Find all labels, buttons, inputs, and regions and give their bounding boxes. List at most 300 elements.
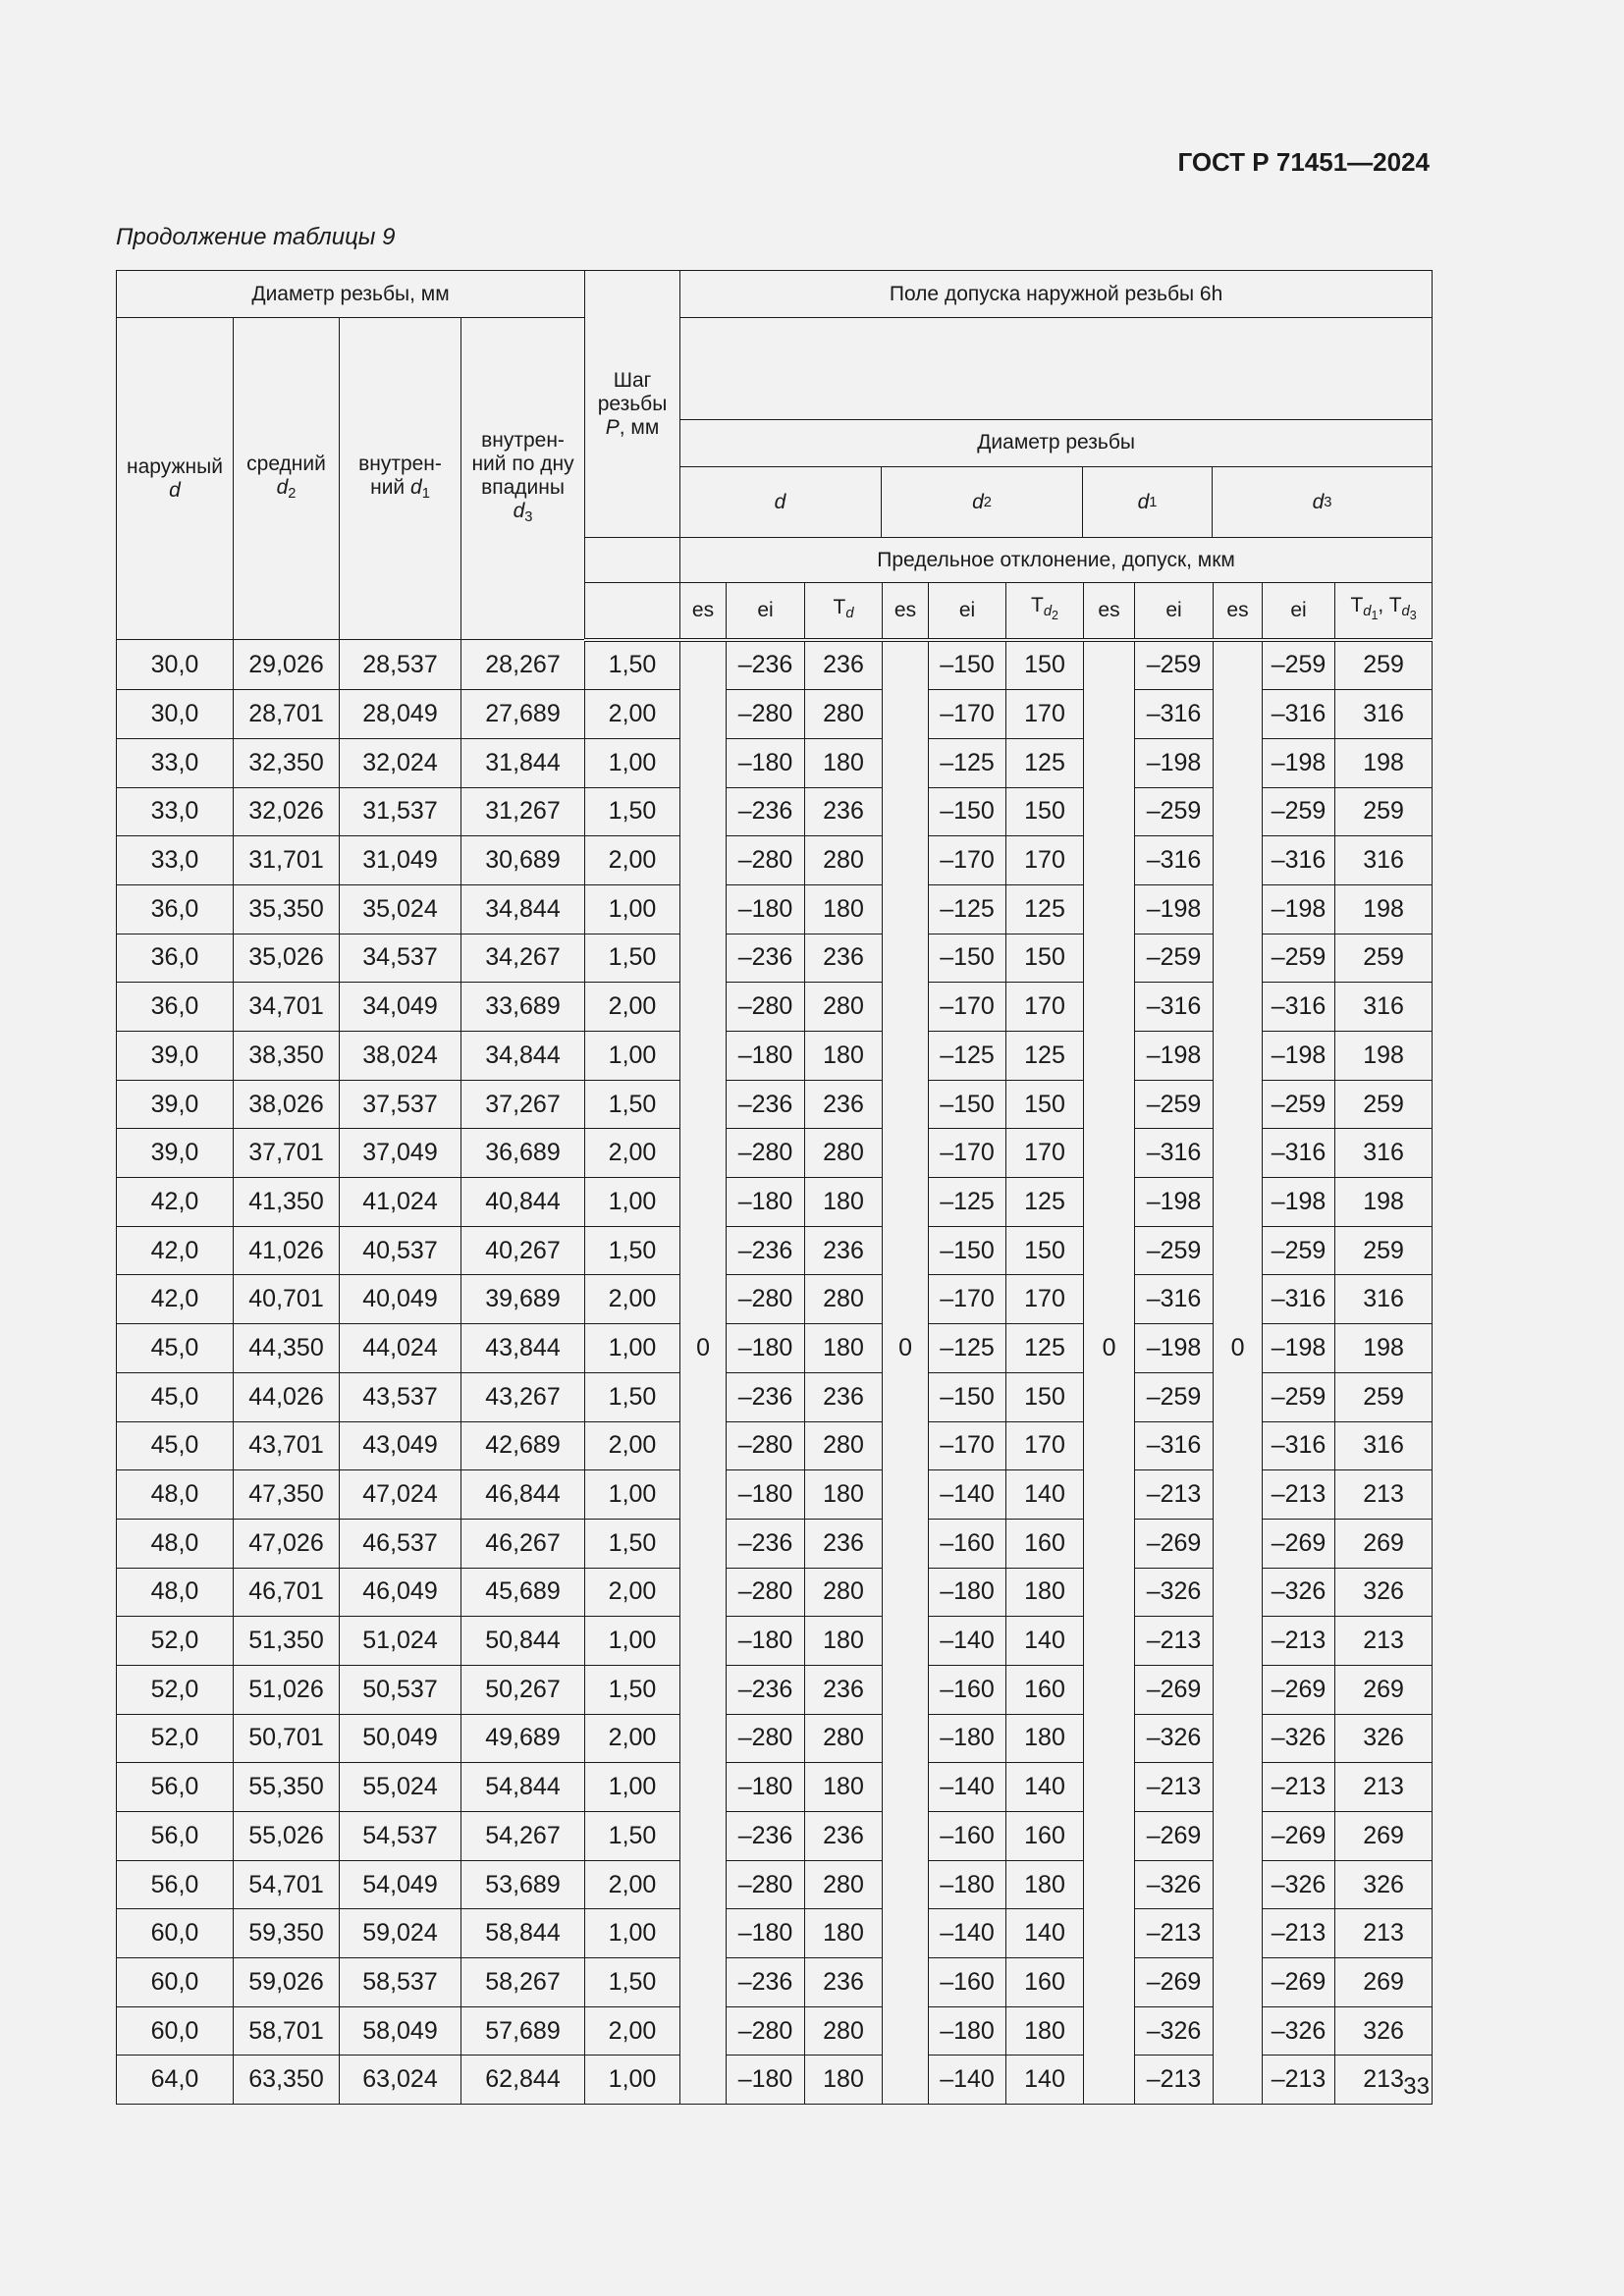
cell-d1: 46,537 (340, 1519, 461, 1568)
cell-d1: 38,024 (340, 1032, 461, 1081)
es-cell (1214, 1909, 1263, 1958)
es-cell (680, 1617, 727, 1666)
cell-d-t: 180 (805, 1178, 883, 1227)
es-cell (1214, 836, 1263, 885)
es-cell (680, 1860, 727, 1909)
cell-d3-ei: –198 (1263, 738, 1335, 787)
cell-d1-ei: –213 (1135, 1763, 1214, 1812)
es-cell (883, 1032, 929, 1081)
es-cell (883, 1714, 929, 1763)
cell-d1: 63,024 (340, 2056, 461, 2105)
cell-d2-t: 170 (1006, 836, 1084, 885)
table-row (117, 787, 1433, 836)
cell-d2: 29,026 (234, 640, 340, 690)
cell-d2: 44,026 (234, 1372, 340, 1421)
cell-d3-t: 259 (1335, 1372, 1433, 1421)
cell-d-t: 280 (805, 1860, 883, 1909)
cell-d-ei: –180 (727, 884, 805, 934)
cell-d: 42,0 (117, 1178, 234, 1227)
cell-d2-ei: –160 (929, 1958, 1006, 2007)
cell-d1-ei: –198 (1135, 1324, 1214, 1373)
es-cell (680, 1275, 727, 1324)
cell-p: 1,50 (585, 1519, 680, 1568)
cell-p: 2,00 (585, 983, 680, 1032)
cell-d1-ei: –316 (1135, 1129, 1214, 1178)
cell-d2-ei: –140 (929, 1617, 1006, 1666)
cell-d: 52,0 (117, 1714, 234, 1763)
cell-d-ei: –280 (727, 2006, 805, 2056)
cell-d3-t: 259 (1335, 640, 1433, 690)
cell-d3-t: 269 (1335, 1812, 1433, 1861)
cell-d2: 47,026 (234, 1519, 340, 1568)
cell-d3-t: 198 (1335, 1324, 1433, 1373)
cell-d-t: 280 (805, 1275, 883, 1324)
cell-d3: 31,844 (461, 738, 585, 787)
es-value: 0 (898, 1333, 912, 1362)
cell-d2-t: 180 (1006, 1714, 1084, 1763)
cell-d2-ei: –150 (929, 640, 1006, 690)
es-cell (883, 690, 929, 739)
col-ei: ei (1135, 583, 1214, 640)
cell-d-ei: –280 (727, 836, 805, 885)
cell-d-t: 180 (805, 1617, 883, 1666)
cell-p: 1,00 (585, 1324, 680, 1373)
es-cell (1214, 1665, 1263, 1714)
es-cell (1084, 2006, 1135, 2056)
es-cell (680, 1226, 727, 1275)
table-row (117, 884, 1433, 934)
cell-d3: 33,689 (461, 983, 585, 1032)
es-cell (1084, 1421, 1135, 1470)
table-row (117, 1275, 1433, 1324)
cell-d2: 41,350 (234, 1178, 340, 1227)
es-cell (883, 1568, 929, 1617)
es-cell (680, 1909, 727, 1958)
cell-d: 30,0 (117, 690, 234, 739)
cell-d1: 51,024 (340, 1617, 461, 1666)
cell-d2-t: 125 (1006, 738, 1084, 787)
table-row (117, 1617, 1433, 1666)
es-cell (1084, 1178, 1135, 1227)
cell-d2: 59,026 (234, 1958, 340, 2007)
cell-d1: 44,024 (340, 1324, 461, 1373)
cell-d: 39,0 (117, 1032, 234, 1081)
cell-d2: 47,350 (234, 1470, 340, 1520)
cell-d-ei: –180 (727, 1470, 805, 1520)
table-row (117, 2056, 1433, 2105)
cell-d2-t: 160 (1006, 1958, 1084, 2007)
cell-d1-ei: –269 (1135, 1958, 1214, 2007)
cell-d2-ei: –140 (929, 1470, 1006, 1520)
col-es: es (1084, 583, 1135, 640)
cell-d3-t: 269 (1335, 1519, 1433, 1568)
cell-d3: 40,267 (461, 1226, 585, 1275)
cell-d1-ei: –213 (1135, 1909, 1214, 1958)
es-cell (680, 1129, 727, 1178)
table-row (117, 1860, 1433, 1909)
cell-d-ei: –236 (727, 1812, 805, 1861)
cell-d2-ei: –170 (929, 1421, 1006, 1470)
cell-d-t: 236 (805, 1080, 883, 1129)
cell-d3-t: 326 (1335, 1714, 1433, 1763)
cell-d-ei: –280 (727, 1860, 805, 1909)
cell-d1: 58,537 (340, 1958, 461, 2007)
cell-d2: 38,350 (234, 1032, 340, 1081)
cell-d1-ei: –213 (1135, 2056, 1214, 2105)
cell-d3: 54,844 (461, 1763, 585, 1812)
cell-d-ei: –236 (727, 1519, 805, 1568)
cell-d: 42,0 (117, 1275, 234, 1324)
cell-d2-ei: –150 (929, 1372, 1006, 1421)
cell-d2: 51,026 (234, 1665, 340, 1714)
es-cell (1214, 1324, 1263, 1373)
es-cell (1084, 1860, 1135, 1909)
cell-d-ei: –180 (727, 738, 805, 787)
cell-p: 1,00 (585, 1470, 680, 1520)
cell-d-ei: –280 (727, 690, 805, 739)
cell-d1-ei: –316 (1135, 836, 1214, 885)
cell-d1: 35,024 (340, 884, 461, 934)
es-cell (1084, 1324, 1135, 1373)
es-cell (1084, 738, 1135, 787)
cell-d-ei: –236 (727, 1080, 805, 1129)
es-cell (1214, 934, 1263, 983)
cell-d1: 40,537 (340, 1226, 461, 1275)
es-cell (680, 787, 727, 836)
es-cell (680, 1958, 727, 2007)
cell-d1-ei: –213 (1135, 1470, 1214, 1520)
cell-d3-ei: –326 (1263, 1714, 1335, 1763)
table-row (117, 1372, 1433, 1421)
es-cell (1214, 1568, 1263, 1617)
cell-p: 1,00 (585, 1032, 680, 1081)
cell-p: 1,00 (585, 1617, 680, 1666)
cell-p: 1,00 (585, 1178, 680, 1227)
cell-d1-ei: –326 (1135, 1714, 1214, 1763)
es-cell (1214, 1763, 1263, 1812)
cell-d-ei: –236 (727, 1372, 805, 1421)
cell-p: 2,00 (585, 1714, 680, 1763)
cell-d1-ei: –326 (1135, 1568, 1214, 1617)
cell-d3: 36,689 (461, 1129, 585, 1178)
es-cell (883, 1275, 929, 1324)
cell-d3: 58,267 (461, 1958, 585, 2007)
cell-d2-t: 170 (1006, 983, 1084, 1032)
cell-d1: 31,537 (340, 787, 461, 836)
group-d3: d 3 (1312, 490, 1332, 513)
cell-d1-ei: –259 (1135, 640, 1214, 690)
cell-d2: 32,350 (234, 738, 340, 787)
cell-d-t: 180 (805, 1909, 883, 1958)
cell-d2-t: 150 (1006, 640, 1084, 690)
es-cell (1214, 1226, 1263, 1275)
cell-d-ei: –180 (727, 1032, 805, 1081)
cell-d3-ei: –259 (1263, 787, 1335, 836)
es-cell (1214, 983, 1263, 1032)
cell-d-t: 236 (805, 1519, 883, 1568)
cell-d3: 42,689 (461, 1421, 585, 1470)
cell-d1: 28,537 (340, 640, 461, 690)
cell-d3-ei: –269 (1263, 1665, 1335, 1714)
cell-d3-ei: –198 (1263, 1324, 1335, 1373)
cell-d2-ei: –140 (929, 1909, 1006, 1958)
cell-d2-ei: –125 (929, 1324, 1006, 1373)
cell-d3-t: 316 (1335, 1275, 1433, 1324)
es-cell (680, 1080, 727, 1129)
es-cell (1084, 1909, 1135, 1958)
es-cell (883, 884, 929, 934)
cell-d3-t: 316 (1335, 690, 1433, 739)
cell-d: 36,0 (117, 884, 234, 934)
es-cell (883, 1080, 929, 1129)
es-cell (1214, 690, 1263, 739)
es-cell (680, 1178, 727, 1227)
cell-d: 39,0 (117, 1129, 234, 1178)
cell-d3-t: 213 (1335, 1763, 1433, 1812)
cell-p: 1,50 (585, 1080, 680, 1129)
cell-d-t: 180 (805, 1470, 883, 1520)
cell-d: 48,0 (117, 1568, 234, 1617)
cell-d-t: 236 (805, 1665, 883, 1714)
cell-d2-t: 180 (1006, 1568, 1084, 1617)
cell-d2-ei: –160 (929, 1812, 1006, 1861)
es-cell (883, 1617, 929, 1666)
cell-d1: 41,024 (340, 1178, 461, 1227)
es-cell (883, 1129, 929, 1178)
header-thread-diameter: Диаметр резьбы (679, 420, 1433, 467)
cell-p: 1,50 (585, 787, 680, 836)
cell-d2-ei: –150 (929, 787, 1006, 836)
cell-d-ei: –180 (727, 2056, 805, 2105)
cell-d2-ei: –125 (929, 884, 1006, 934)
es-cell (883, 1421, 929, 1470)
group-d: d (774, 490, 786, 513)
es-cell (883, 1178, 929, 1227)
es-cell (883, 2056, 929, 2105)
cell-d2-t: 170 (1006, 1275, 1084, 1324)
cell-d: 45,0 (117, 1372, 234, 1421)
cell-d2-t: 125 (1006, 884, 1084, 934)
es-cell (680, 1324, 727, 1373)
cell-d: 36,0 (117, 983, 234, 1032)
cell-d2-t: 125 (1006, 1178, 1084, 1227)
table-row (117, 2006, 1433, 2056)
group-d1: d 1 (1083, 467, 1213, 538)
header-pitch: Шаг резьбы P, мм (585, 271, 680, 538)
cell-d2-ei: –180 (929, 1714, 1006, 1763)
es-cell (1084, 1958, 1135, 2007)
cell-p: 2,00 (585, 1860, 680, 1909)
cell-d2: 50,701 (234, 1714, 340, 1763)
es-value: 0 (1230, 1333, 1245, 1362)
cell-p: 2,00 (585, 690, 680, 739)
cell-d-ei: –180 (727, 1909, 805, 1958)
cell-d-t: 280 (805, 2006, 883, 2056)
cell-d3: 40,844 (461, 1178, 585, 1227)
col-ei: ei (1263, 583, 1335, 640)
es-cell (680, 2006, 727, 2056)
es-cell (883, 934, 929, 983)
table-caption: Продолжение таблицы 9 (116, 224, 396, 250)
es-cell (680, 836, 727, 885)
es-cell (883, 1860, 929, 1909)
cell-d3: 27,689 (461, 690, 585, 739)
cell-d3-t: 198 (1335, 1178, 1433, 1227)
es-cell (883, 787, 929, 836)
cell-d2-ei: –170 (929, 1129, 1006, 1178)
cell-d1: 28,049 (340, 690, 461, 739)
cell-d1-ei: –269 (1135, 1665, 1214, 1714)
document-code: ГОСТ Р 71451—2024 (1177, 147, 1430, 177)
es-cell (1214, 2056, 1263, 2105)
cell-d: 45,0 (117, 1421, 234, 1470)
cell-d2: 55,350 (234, 1763, 340, 1812)
cell-d3-ei: –213 (1263, 2056, 1335, 2105)
cell-d2-ei: –160 (929, 1665, 1006, 1714)
es-cell (680, 1032, 727, 1081)
es-cell (680, 1519, 727, 1568)
cell-d3-ei: –316 (1263, 1421, 1335, 1470)
cell-d3-t: 259 (1335, 934, 1433, 983)
es-cell (1084, 1226, 1135, 1275)
header-inner-diameter: внутрен- ний $d_1$ (340, 318, 461, 640)
thread-tolerance-table (116, 270, 1433, 2105)
es-cell (1214, 1519, 1263, 1568)
table-row (117, 1178, 1433, 1227)
cell-d3-ei: –316 (1263, 690, 1335, 739)
cell-d-t: 180 (805, 1763, 883, 1812)
cell-d2: 40,701 (234, 1275, 340, 1324)
es-cell (680, 884, 727, 934)
cell-d1: 50,537 (340, 1665, 461, 1714)
es-cell (883, 1812, 929, 1861)
table-row (117, 983, 1433, 1032)
cell-d: 33,0 (117, 738, 234, 787)
cell-d3-t: 316 (1335, 1129, 1433, 1178)
cell-d3-t: 316 (1335, 983, 1433, 1032)
cell-d2-ei: –170 (929, 983, 1006, 1032)
cell-d3: 34,267 (461, 934, 585, 983)
cell-p: 2,00 (585, 1421, 680, 1470)
cell-d3-t: 213 (1335, 2056, 1433, 2105)
cell-d: 36,0 (117, 934, 234, 983)
es-cell (680, 1763, 727, 1812)
cell-d3-ei: –198 (1263, 884, 1335, 934)
cell-d2: 32,026 (234, 787, 340, 836)
es-cell (1214, 1372, 1263, 1421)
cell-d2-ei: –125 (929, 1032, 1006, 1081)
es-cell (1214, 1421, 1263, 1470)
cell-d3-ei: –213 (1263, 1617, 1335, 1666)
cell-d2-t: 170 (1006, 690, 1084, 739)
cell-d3-t: 269 (1335, 1665, 1433, 1714)
cell-d-t: 280 (805, 1129, 883, 1178)
cell-d3-ei: –259 (1263, 1226, 1335, 1275)
es-cell (883, 1470, 929, 1520)
cell-d: 42,0 (117, 1226, 234, 1275)
cell-d2-t: 150 (1006, 934, 1084, 983)
cell-p: 1,50 (585, 1665, 680, 1714)
cell-d-t: 280 (805, 1421, 883, 1470)
cell-d2-t: 140 (1006, 1470, 1084, 1520)
cell-d-t: 180 (805, 738, 883, 787)
cell-d-t: 280 (805, 1568, 883, 1617)
cell-d2-ei: –180 (929, 1860, 1006, 1909)
cell-d3-t: 213 (1335, 1909, 1433, 1958)
cell-d-t: 280 (805, 836, 883, 885)
cell-d1: 40,049 (340, 1275, 461, 1324)
header-tolerance-field: Поле допуска наружной резьбы 6h (680, 271, 1433, 318)
cell-d-t: 180 (805, 1324, 883, 1373)
es-cell (680, 2056, 727, 2105)
cell-d2-t: 140 (1006, 1763, 1084, 1812)
cell-d2: 51,350 (234, 1617, 340, 1666)
cell-d-t: 236 (805, 787, 883, 836)
cell-d3: 45,689 (461, 1568, 585, 1617)
page-number: 33 (1403, 2073, 1430, 2100)
cell-d1: 43,049 (340, 1421, 461, 1470)
cell-d3-ei: –213 (1263, 1763, 1335, 1812)
es-cell (883, 1958, 929, 2007)
cell-d: 60,0 (117, 2006, 234, 2056)
es-cell (1214, 1129, 1263, 1178)
cell-d2-ei: –180 (929, 2006, 1006, 2056)
es-cell (680, 640, 727, 690)
es-cell (883, 1665, 929, 1714)
es-cell (1214, 1714, 1263, 1763)
cell-p: 2,00 (585, 1568, 680, 1617)
table-row (117, 1470, 1433, 1520)
es-cell (680, 1812, 727, 1861)
cell-d3-t: 259 (1335, 1080, 1433, 1129)
cell-d1: 58,049 (340, 2006, 461, 2056)
cell-d1: 34,537 (340, 934, 461, 983)
cell-d3-ei: –259 (1263, 934, 1335, 983)
table-row (117, 1568, 1433, 1617)
cell-d1-ei: –198 (1135, 1178, 1214, 1227)
cell-d: 45,0 (117, 1324, 234, 1373)
es-cell (680, 1470, 727, 1520)
cell-d1-ei: –213 (1135, 1617, 1214, 1666)
cell-d2-ei: –140 (929, 1763, 1006, 1812)
cell-d2: 59,350 (234, 1909, 340, 1958)
es-cell (1084, 884, 1135, 934)
cell-d3: 57,689 (461, 2006, 585, 2056)
cell-d3: 46,267 (461, 1519, 585, 1568)
cell-d2-t: 150 (1006, 1226, 1084, 1275)
cell-d-t: 236 (805, 1812, 883, 1861)
es-cell (883, 983, 929, 1032)
cell-d3-ei: –316 (1263, 1275, 1335, 1324)
es-cell (1084, 1372, 1135, 1421)
header-diameter-groups (679, 467, 1433, 538)
es-cell (680, 1421, 727, 1470)
cell-d1-ei: –269 (1135, 1812, 1214, 1861)
es-cell (1084, 1129, 1135, 1178)
cell-d3-t: 269 (1335, 1958, 1433, 2007)
cell-d2-t: 180 (1006, 1860, 1084, 1909)
cell-d2: 34,701 (234, 983, 340, 1032)
es-value: 0 (1102, 1333, 1116, 1362)
cell-d: 56,0 (117, 1860, 234, 1909)
cell-d3-ei: –326 (1263, 1860, 1335, 1909)
header-mean-diameter: средний $d_2$ (234, 318, 340, 640)
cell-d3: 31,267 (461, 787, 585, 836)
es-cell (1084, 1275, 1135, 1324)
col-t-d2: $T_{d_2}$ (1006, 583, 1084, 640)
cell-p: 1,00 (585, 1763, 680, 1812)
cell-d: 60,0 (117, 1958, 234, 2007)
